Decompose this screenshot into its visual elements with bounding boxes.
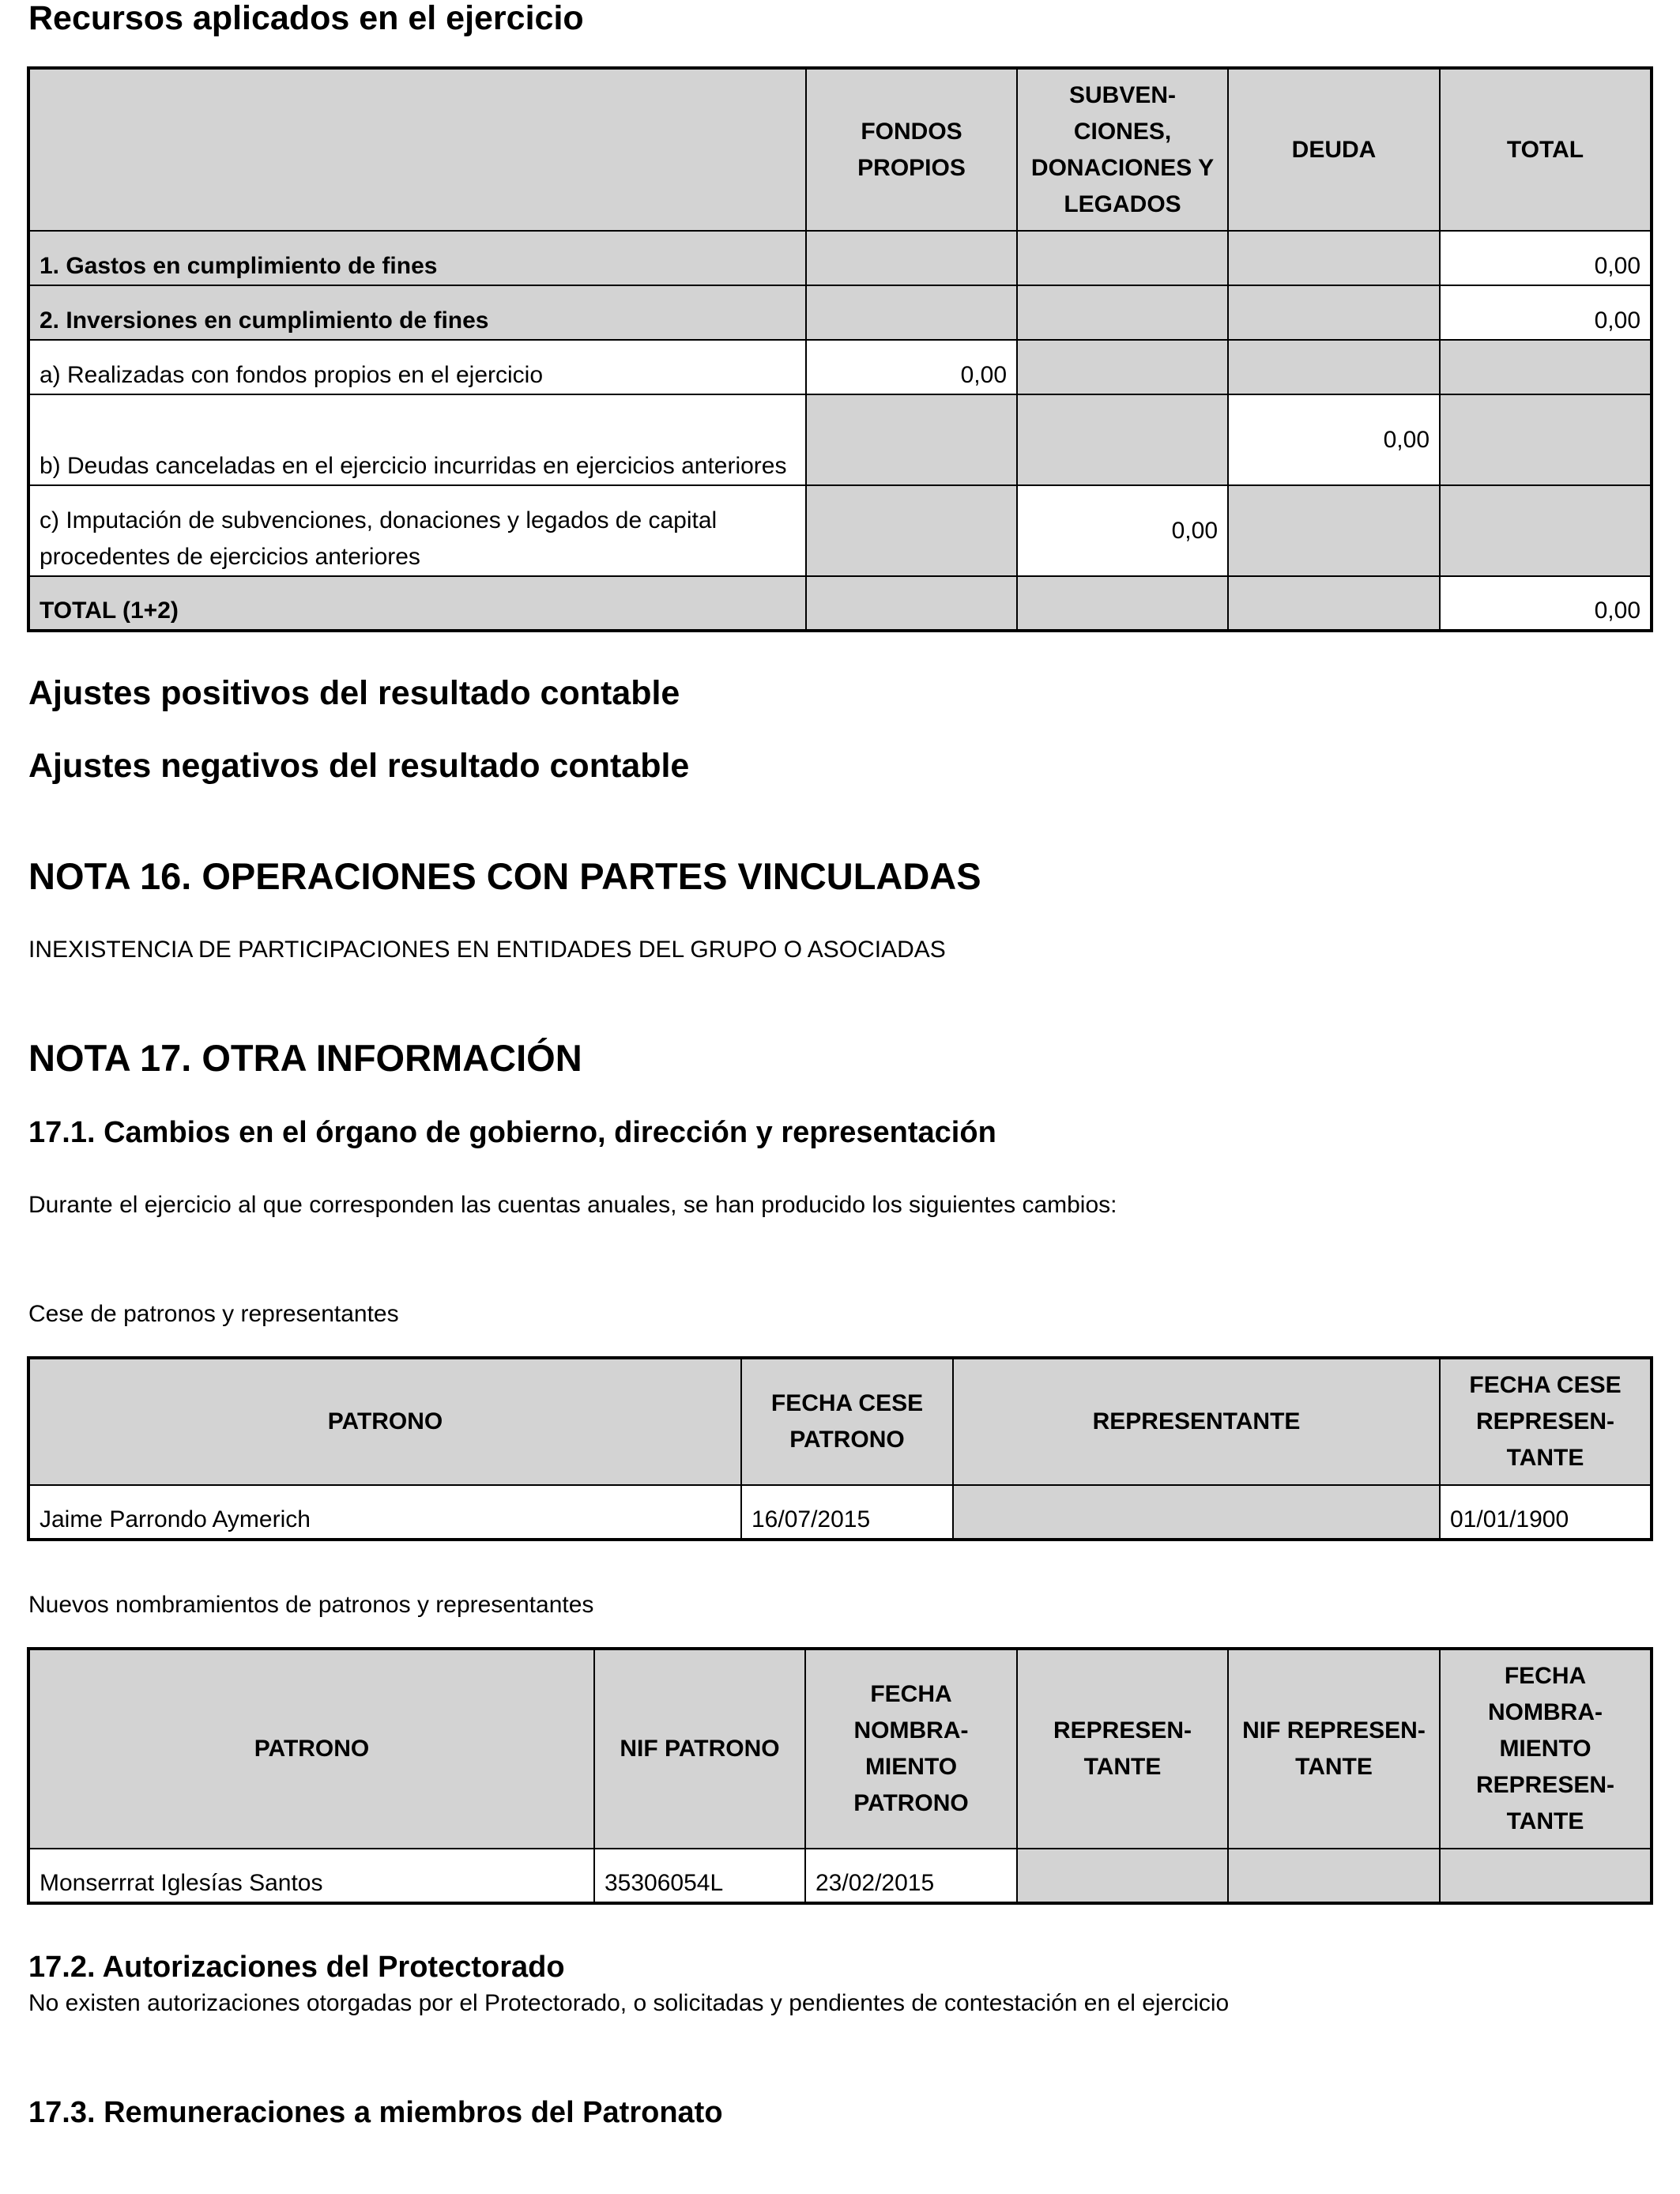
ajustes-positivos-title: Ajustes positivos del resultado contable (28, 674, 680, 712)
nota16-title: NOTA 16. OPERACIONES CON PARTES VINCULADAS (28, 855, 981, 897)
cese-header-row (28, 1358, 1652, 1485)
cell-subvenciones (1017, 285, 1228, 340)
recursos-header-deuda: DEUDA (1228, 68, 1440, 231)
recursos-header-empty (28, 68, 806, 231)
table-row (28, 231, 1652, 285)
cell-subvenciones (1017, 394, 1228, 485)
cell-representante (1017, 1849, 1228, 1903)
recursos-header-total: TOTAL (1440, 68, 1652, 231)
nombramientos-header-row (28, 1649, 1652, 1849)
row-label: c) Imputación de subvenciones, donaciones y legados de capital procedentes de ejercicios anteriores (28, 485, 806, 576)
nombr-header-nif-representante: NIF REPRESEN- TANTE (1228, 1649, 1440, 1849)
recursos-header-subvenciones: SUBVEN- CIONES, DONACIONES Y LEGADOS (1017, 68, 1228, 231)
nombr-header-representante: REPRESEN- TANTE (1017, 1649, 1228, 1849)
recursos-header-fondos: FONDOS PROPIOS (806, 68, 1017, 231)
nombramientos-table (27, 1647, 1653, 1905)
nota17-title: NOTA 17. OTRA INFORMACIÓN (28, 1037, 582, 1079)
table-row (28, 576, 1652, 631)
nota16-text: INEXISTENCIA DE PARTICIPACIONES EN ENTIDADES DEL GRUPO O ASOCIADAS (28, 937, 946, 963)
table-row (28, 340, 1652, 394)
cell-subvenciones (1017, 576, 1228, 631)
recursos-title: Recursos aplicados en el ejercicio (28, 0, 584, 37)
cell-fondos (806, 576, 1017, 631)
cell-representante (953, 1485, 1440, 1540)
recursos-table (27, 66, 1653, 632)
cell-patrono: Jaime Parrondo Aymerich (28, 1485, 741, 1540)
table-row (28, 394, 1652, 485)
cese-table (27, 1356, 1653, 1541)
row-label: b) Deudas canceladas en el ejercicio incurridas en ejercicios anteriores (28, 394, 806, 485)
cell-total (1440, 394, 1652, 485)
nombr-header-fecha-patrono: FECHA NOMBRA- MIENTO PATRONO (805, 1649, 1017, 1849)
cell-fecha-nombramiento-patrono: 23/02/2015 (805, 1849, 1017, 1903)
cell-deuda (1228, 485, 1440, 576)
cese-header-fecha-representante: FECHA CESE REPRESEN- TANTE (1440, 1358, 1652, 1485)
cell-subvenciones: 0,00 (1017, 485, 1228, 576)
cell-fecha-cese-representante: 01/01/1900 (1440, 1485, 1652, 1540)
cell-fondos (806, 394, 1017, 485)
nombr-header-nif-patrono: NIF PATRONO (594, 1649, 805, 1849)
recursos-header-row (28, 68, 1652, 231)
cese-header-representante: REPRESENTANTE (953, 1358, 1440, 1485)
section-17-2-text: No existen autorizaciones otorgadas por el Protectorado, o solicitadas y pendientes de contestación en el ejercicio (28, 1990, 1230, 2016)
cese-header-patrono: PATRONO (28, 1358, 741, 1485)
cell-total: 0,00 (1440, 576, 1652, 631)
cell-fondos (806, 231, 1017, 285)
cell-deuda (1228, 231, 1440, 285)
cese-header-fecha-patrono: FECHA CESE PATRONO (741, 1358, 953, 1485)
row-label: TOTAL (1+2) (28, 576, 806, 631)
cell-total (1440, 485, 1652, 576)
cese-caption: Cese de patronos y representantes (28, 1301, 399, 1327)
cell-total: 0,00 (1440, 231, 1652, 285)
section-17-2-title: 17.2. Autorizaciones del Protectorado (28, 1951, 565, 1984)
cell-nif-patrono: 35306054L (594, 1849, 805, 1903)
nombr-header-patrono: PATRONO (28, 1649, 594, 1849)
ajustes-negativos-title: Ajustes negativos del resultado contable (28, 747, 690, 785)
row-label: a) Realizadas con fondos propios en el ejercicio (28, 340, 806, 394)
cell-fecha-cese-patrono: 16/07/2015 (741, 1485, 953, 1540)
table-row (28, 1485, 1652, 1540)
cell-fondos (806, 485, 1017, 576)
table-row (28, 1849, 1652, 1903)
row-label: 2. Inversiones en cumplimiento de fines (28, 285, 806, 340)
cell-deuda (1228, 576, 1440, 631)
table-row (28, 485, 1652, 576)
section-17-3-title: 17.3. Remuneraciones a miembros del Patronato (28, 2096, 723, 2129)
cell-total (1440, 340, 1652, 394)
cell-subvenciones (1017, 340, 1228, 394)
cell-total: 0,00 (1440, 285, 1652, 340)
cell-nif-representante (1228, 1849, 1440, 1903)
cell-subvenciones (1017, 231, 1228, 285)
cell-deuda (1228, 285, 1440, 340)
cell-fecha-nombramiento-representante (1440, 1849, 1652, 1903)
row-label: 1. Gastos en cumplimiento de fines (28, 231, 806, 285)
nombramientos-caption: Nuevos nombramientos de patronos y representantes (28, 1592, 594, 1618)
cell-patrono: Monserrrat Iglesías Santos (28, 1849, 594, 1903)
cell-fondos (806, 285, 1017, 340)
table-row (28, 285, 1652, 340)
section-17-1-title: 17.1. Cambios en el órgano de gobierno, dirección y representación (28, 1116, 996, 1149)
nombr-header-fecha-representante: FECHA NOMBRA- MIENTO REPRESEN- TANTE (1440, 1649, 1652, 1849)
cell-deuda: 0,00 (1228, 394, 1440, 485)
section-17-1-text: Durante el ejercicio al que corresponden las cuentas anuales, se han producido los siguientes cambios: (28, 1192, 1117, 1218)
cell-deuda (1228, 340, 1440, 394)
cell-fondos: 0,00 (806, 340, 1017, 394)
